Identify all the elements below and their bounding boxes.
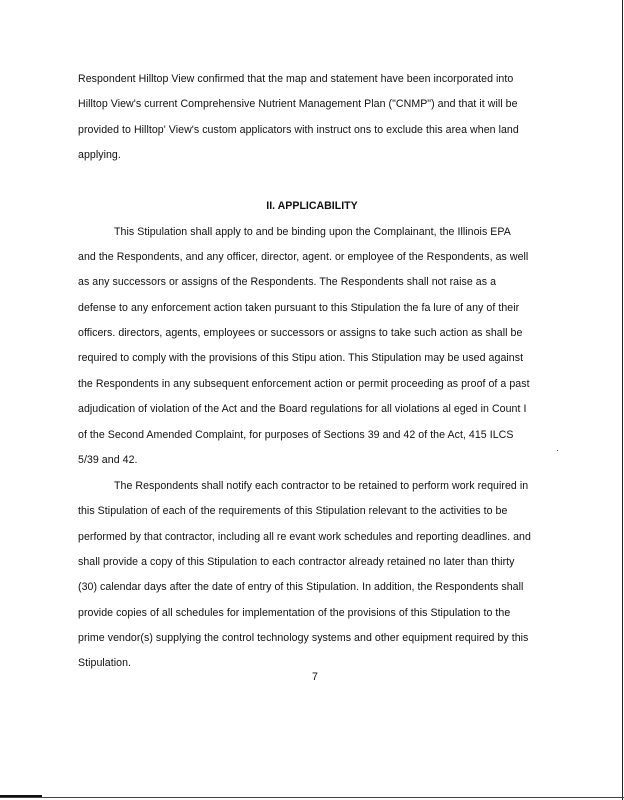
paragraph-line: This Stipulation shall apply to and be binding upon the Complainant, the Illinois EPA: [114, 226, 511, 238]
paragraph-line: 5/39 and 42.: [78, 454, 138, 466]
paragraph-line: required to comply with the provisions of this Stipu ation. This Stipulation may be used against: [78, 352, 524, 364]
paragraph-line: prime vendor(s) supplying the control technology systems and other equipment required by this: [78, 632, 529, 644]
intro-line: provided to Hilltop' View's custom applicators with instruct ons to exclude this area when land: [78, 124, 519, 136]
paragraph-line: this Stipulation of each of the requirements of this Stipulation relevant to the activities to be: [78, 505, 508, 517]
paragraph-line: the Respondents in any subsequent enforcement action or permit proceeding as proof of a past: [78, 378, 530, 390]
intro-line: Hilltop View's current Comprehensive Nutrient Management Plan ("CNMP") and that it will be: [78, 98, 518, 110]
paragraph-line: provide copies of all schedules for implementation of the provisions of this Stipulation to the: [78, 607, 511, 619]
paragraph-line: performed by that contractor, including all re evant work schedules and reporting deadlines. and: [78, 531, 531, 543]
paragraph-line: of the Second Amended Complaint, for purposes of Sections 39 and 42 of the Act, 415 ILCS: [78, 429, 514, 441]
intro-line: applying.: [78, 149, 121, 161]
paragraph-line: as any successors or assigns of the Respondents. The Respondents shall not raise as a: [78, 276, 497, 288]
paragraph-line: defense to any enforcement action taken pursuant to this Stipulation the fa lure of any of their: [78, 302, 520, 314]
intro-line: Respondent Hilltop View confirmed that the map and statement have been incorporated into: [78, 73, 514, 85]
paragraph-line: officers. directors, agents, employees or successors or assigns to take such action as shall be: [78, 327, 523, 339]
paragraph-line: Stipulation.: [78, 657, 132, 669]
page-edge-bottom-mark: [0, 795, 42, 797]
section-heading: II. APPLICABILITY: [266, 200, 358, 212]
page-edge-right: [622, 0, 623, 800]
page-number: 7: [312, 671, 318, 683]
page-edge-bottom: [0, 797, 624, 798]
paragraph-line: The Respondents shall notify each contractor to be retained to perform work required in: [114, 480, 529, 492]
paragraph-line: adjudication of violation of the Act and the Board regulations for all violations al eged in Count I: [78, 403, 527, 415]
scan-speck: [557, 450, 558, 451]
paragraph-line: (30) calendar days after the date of entry of this Stipulation. In addition, the Respondents shall: [78, 581, 524, 593]
paragraph-line: and the Respondents, and any officer, director, agent. or employee of the Respondents, as well: [78, 251, 529, 263]
paragraph-line: shall provide a copy of this Stipulation to each contractor already retained no later than thirty: [78, 556, 515, 568]
